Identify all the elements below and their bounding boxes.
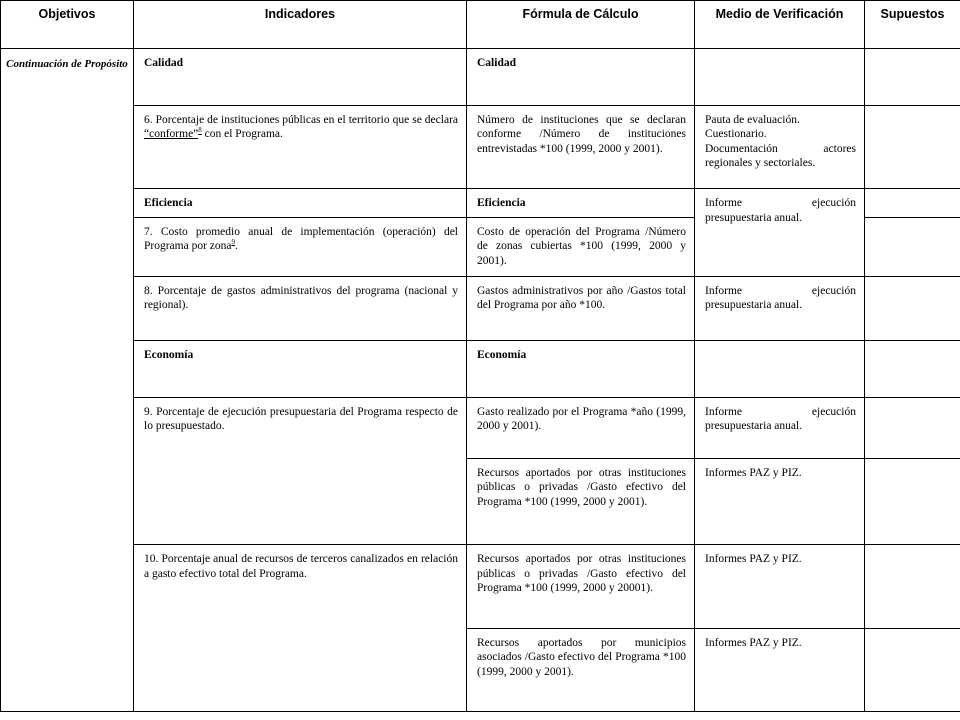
section-economia-indicator: Economía — [134, 340, 467, 397]
table-row-9a — [1, 397, 960, 458]
medio-6-line: Cuestionario. — [705, 128, 767, 141]
empty-supuestos-cell — [865, 217, 960, 276]
medio-8: Informe ejecución presupuestaria anual. — [695, 276, 865, 340]
formula-10b: Recursos aportados por municipios asociados /Gasto efectivo del Programa *100 (1999, 2000 y 2001). — [467, 628, 695, 711]
section-calidad-formula: Calidad — [467, 49, 695, 106]
empty-supuestos-cell — [865, 49, 960, 106]
header-medio-verificacion: Medio de Verificación — [695, 1, 865, 49]
medio-6 — [695, 105, 865, 188]
page-break-mark — [466, 700, 467, 712]
header-indicadores: Indicadores — [134, 1, 467, 49]
header-supuestos: Supuestos — [865, 1, 960, 49]
formula-9a: Gasto realizado por el Programa *año (1999, 2000 y 2001). — [467, 397, 695, 458]
formula-9b: Recursos aportados por otras instituciones públicas o privadas /Gasto efectivo del Programa *100 (1999, 2000 y 2001). — [467, 458, 695, 544]
header-formula: Fórmula de Cálculo — [467, 1, 695, 49]
formula-8: Gastos administrativos por año /Gastos total del Programa por año *100. — [467, 276, 695, 340]
empty-supuestos-cell — [865, 189, 960, 217]
formula-6: Número de instituciones que se declaran conforme /Número de instituciones entrevistadas *100 (1999, 2000 y 2001). — [467, 105, 695, 188]
empty-supuestos-cell — [865, 340, 960, 397]
indicator-6 — [134, 105, 467, 188]
header-row — [1, 1, 960, 49]
formula-7: Costo de operación del Programa /Número de zonas cubiertas *100 (1999, 2000 y 2001). — [467, 217, 695, 276]
section-economia-formula: Economía — [467, 340, 695, 397]
table-row-6 — [1, 105, 960, 188]
indicator-8: 8. Porcentaje de gastos administrativos del programa (nacional y regional). — [134, 276, 467, 340]
medio-6-line: Documentación actores regionales y sectoriales. — [705, 142, 856, 170]
empty-supuestos-cell — [865, 458, 960, 544]
table-row-calidad — [1, 49, 960, 106]
empty-supuestos-cell — [865, 105, 960, 188]
indicator-7-text: 7. Costo promedio anual de implementación (operación) del Programa por zona — [144, 225, 458, 253]
indicator-6-text: 6. Porcentaje de instituciones públicas en el territorio que se declara — [144, 113, 458, 126]
table-row-eficiencia — [1, 189, 960, 217]
objective-cell: Continuación de Propósito — [1, 49, 134, 712]
formula-10a: Recursos aportados por otras instituciones públicas o privadas /Gasto efectivo del Programa *100 (1999, 2000 y 20001). — [467, 545, 695, 628]
table-row-economia — [1, 340, 960, 397]
indicator-6-quoted: “conforme” — [144, 128, 199, 141]
indicator-7 — [134, 217, 467, 276]
medio-6-line: Pauta de evaluación. — [705, 113, 800, 126]
indicator-6-tail: con el Programa. — [201, 128, 283, 141]
table-row-10a — [1, 545, 960, 628]
medio-9a: Informe ejecución presupuestaria anual. — [695, 397, 865, 458]
medio-10b: Informes PAZ y PIZ. — [695, 628, 865, 711]
section-eficiencia-formula: Eficiencia — [467, 189, 695, 217]
empty-supuestos-cell — [865, 397, 960, 458]
empty-medio-cell — [695, 340, 865, 397]
empty-supuestos-cell — [865, 276, 960, 340]
empty-medio-cell — [695, 49, 865, 106]
footnote-9-link[interactable]: 9 — [231, 238, 235, 247]
section-eficiencia-indicator: Eficiencia — [134, 189, 467, 217]
empty-supuestos-cell — [865, 628, 960, 711]
indicator-10: 10. Porcentaje anual de recursos de terceros canalizados en relación a gasto efectivo total del Programa. — [134, 545, 467, 712]
medio-eficiencia: Informe ejecución presupuestaria anual. — [695, 189, 865, 276]
footnote-8-link[interactable]: 8 — [198, 126, 202, 135]
indicator-7-tail: . — [235, 240, 238, 253]
medio-10a: Informes PAZ y PIZ. — [695, 545, 865, 628]
indicator-9: 9. Porcentaje de ejecución presupuestaria del Programa respecto de lo presupuestado. — [134, 397, 467, 544]
medio-9b: Informes PAZ y PIZ. — [695, 458, 865, 544]
empty-supuestos-cell — [865, 545, 960, 628]
section-calidad-indicator: Calidad — [134, 49, 467, 106]
table-row-8 — [1, 276, 960, 340]
header-objetivos: Objetivos — [1, 1, 134, 49]
